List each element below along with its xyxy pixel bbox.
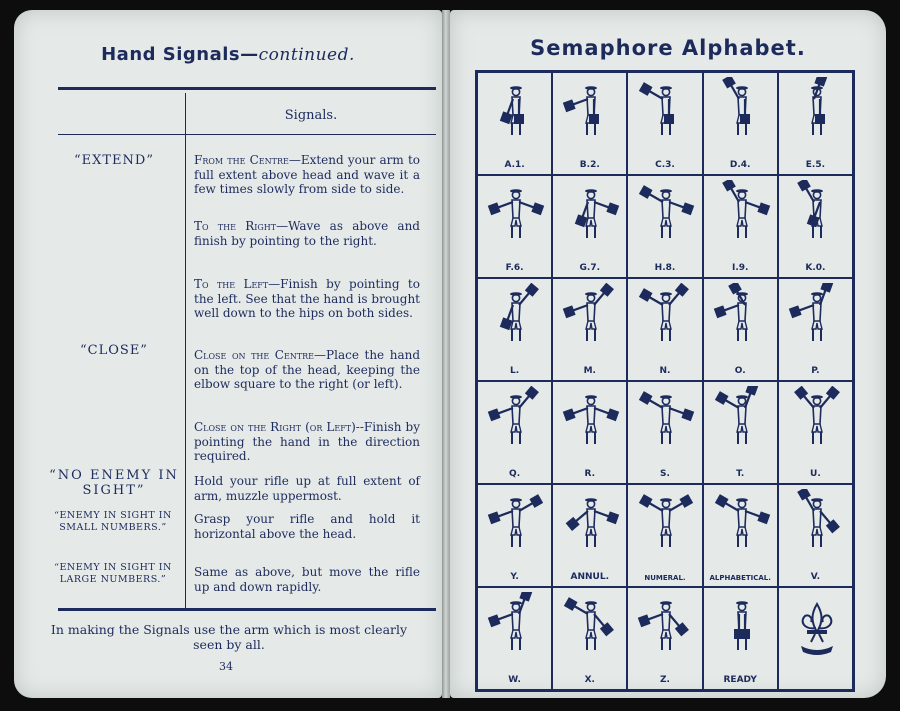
semaphore-cell — [552, 72, 627, 175]
semaphore-label: P. — [811, 366, 820, 376]
semaphore-label: F.6. — [505, 263, 524, 273]
scout-signaller-icon — [484, 77, 548, 149]
desc-close-centre: Close on the Centre—Place the hand on the top of the head, keeping the elbow square to the right (or left). — [194, 348, 421, 391]
semaphore-label: K.0. — [805, 263, 826, 273]
semaphore-label: NUMERAL. — [644, 574, 686, 582]
semaphore-label: U. — [810, 469, 821, 479]
semaphore-cell — [703, 175, 778, 278]
footer-rule — [58, 608, 436, 611]
scout-signaller-icon — [785, 77, 849, 149]
semaphore-cell — [552, 175, 627, 278]
semaphore-cell — [627, 175, 702, 278]
semaphore-cell — [552, 278, 627, 381]
semaphore-label: A.1. — [504, 160, 525, 170]
semaphore-cell — [778, 175, 853, 278]
scout-signaller-icon — [785, 489, 849, 561]
scout-signaller-icon — [634, 592, 698, 664]
right-page — [450, 10, 886, 698]
scout-signaller-icon — [634, 386, 698, 458]
semaphore-label: W. — [508, 675, 521, 685]
semaphore-label: L. — [510, 366, 520, 376]
semaphore-label: S. — [660, 469, 670, 479]
semaphore-cell — [778, 278, 853, 381]
scout-signaller-icon — [710, 77, 774, 149]
scout-signaller-icon — [710, 386, 774, 458]
semaphore-cell — [703, 72, 778, 175]
scout-signaller-icon — [559, 180, 623, 252]
header-rule — [58, 87, 436, 90]
footnote: In making the Signals use the arm which is most clearly seen by all. — [50, 622, 408, 652]
semaphore-label: O. — [734, 366, 746, 376]
semaphore-cell — [778, 72, 853, 175]
scout-signaller-icon — [484, 180, 548, 252]
scout-signaller-icon — [634, 180, 698, 252]
semaphore-label: ALPHABETICAL. — [709, 574, 771, 582]
scout-signaller-icon — [484, 592, 548, 664]
semaphore-label: Z. — [660, 675, 670, 685]
semaphore-label: M. — [583, 366, 596, 376]
fleur-de-lis-icon — [785, 592, 849, 664]
semaphore-cell — [703, 587, 778, 690]
term-close: “CLOSE” — [80, 343, 148, 358]
semaphore-cell — [552, 484, 627, 587]
scout-signaller-icon — [634, 283, 698, 355]
title-italic: continued. — [258, 45, 355, 65]
left-page-title — [14, 44, 442, 65]
semaphore-cell — [477, 72, 552, 175]
semaphore-label: T. — [736, 469, 745, 479]
scout-signaller-icon — [710, 489, 774, 561]
scout-signaller-icon — [634, 77, 698, 149]
semaphore-label: ANNUL. — [570, 572, 610, 582]
term-extend: “EXTEND” — [74, 153, 154, 168]
term-no-enemy: “NO ENEMY IN SIGHT” — [49, 468, 179, 498]
semaphore-label: I.9. — [731, 263, 749, 273]
desc-extend-centre: From the Centre—Extend your arm to full extent above head and wave it a few times slowly from side to side. — [194, 153, 420, 196]
semaphore-label: G.7. — [579, 263, 601, 273]
desc-enemy-small: Grasp your rifle and hold it horizontal above the head. — [194, 512, 420, 541]
semaphore-cell — [477, 278, 552, 381]
scout-signaller-icon — [785, 283, 849, 355]
semaphore-cell — [477, 484, 552, 587]
semaphore-cell — [778, 381, 853, 484]
semaphore-label: V. — [810, 572, 820, 582]
semaphore-label: E.5. — [805, 160, 826, 170]
semaphore-grid — [475, 70, 855, 692]
semaphore-cell — [703, 381, 778, 484]
semaphore-cell — [477, 381, 552, 484]
column-divider — [185, 93, 186, 608]
scout-signaller-icon — [559, 592, 623, 664]
scout-signaller-icon — [710, 283, 774, 355]
scout-signaller-icon — [484, 386, 548, 458]
term-enemy-small: “ENEMY IN SIGHT IN SMALL NUMBERS.” — [54, 510, 172, 533]
scout-signaller-icon — [710, 180, 774, 252]
scout-signaller-icon — [634, 489, 698, 561]
semaphore-label: Y. — [510, 572, 519, 582]
semaphore-cell — [703, 484, 778, 587]
scout-signaller-icon — [785, 180, 849, 252]
desc-no-enemy: Hold your rifle up at full extent of arm, muzzle uppermost. — [194, 474, 420, 503]
desc-close-right-left: Close on the Right (or Left)--Finish by pointing the hand in the direction required. — [194, 420, 420, 463]
semaphore-cell — [778, 484, 853, 587]
semaphore-cell — [627, 587, 702, 690]
scout-signaller-icon — [785, 386, 849, 458]
title-main: Hand Signals— — [101, 44, 259, 65]
book-gutter — [442, 10, 450, 698]
scout-signaller-icon — [484, 489, 548, 561]
scout-signaller-icon — [559, 489, 623, 561]
semaphore-cell — [552, 587, 627, 690]
desc-extend-left: To the Left—Finish by pointing to the left. See that the hand is brought well down to the hips on both sides. — [194, 277, 420, 320]
semaphore-label: READY — [723, 675, 757, 685]
scout-signaller-icon — [559, 283, 623, 355]
semaphore-cell — [627, 278, 702, 381]
semaphore-label: N. — [659, 366, 671, 376]
semaphore-label: C.3. — [655, 160, 675, 170]
semaphore-label: R. — [584, 469, 596, 479]
page-number: 34 — [219, 660, 233, 673]
scout-signaller-icon — [559, 386, 623, 458]
semaphore-label: B.2. — [579, 160, 600, 170]
semaphore-label: D.4. — [729, 160, 751, 170]
semaphore-cell — [477, 175, 552, 278]
semaphore-cell — [627, 381, 702, 484]
semaphore-cell — [627, 484, 702, 587]
signals-column-header: Signals. — [284, 108, 338, 123]
desc-extend-right: To the Right—Wave as above and finish by pointing to the right. — [194, 219, 420, 248]
emblem-cell — [778, 587, 853, 690]
desc-enemy-large: Same as above, but move the rifle up and down rapidly. — [194, 565, 420, 594]
semaphore-cell — [703, 278, 778, 381]
term-enemy-large: “ENEMY IN SIGHT IN LARGE NUMBERS.” — [54, 562, 172, 585]
semaphore-label: Q. — [509, 469, 521, 479]
scout-signaller-icon — [484, 283, 548, 355]
semaphore-label: H.8. — [654, 263, 676, 273]
semaphore-cell — [627, 72, 702, 175]
right-page-title: Semaphore Alphabet. — [530, 36, 806, 60]
column-header-rule — [58, 134, 436, 135]
semaphore-cell — [552, 381, 627, 484]
left-page — [14, 10, 442, 698]
semaphore-label: X. — [584, 675, 595, 685]
scout-signaller-icon — [710, 592, 774, 664]
semaphore-cell — [477, 587, 552, 690]
scout-signaller-icon — [559, 77, 623, 149]
